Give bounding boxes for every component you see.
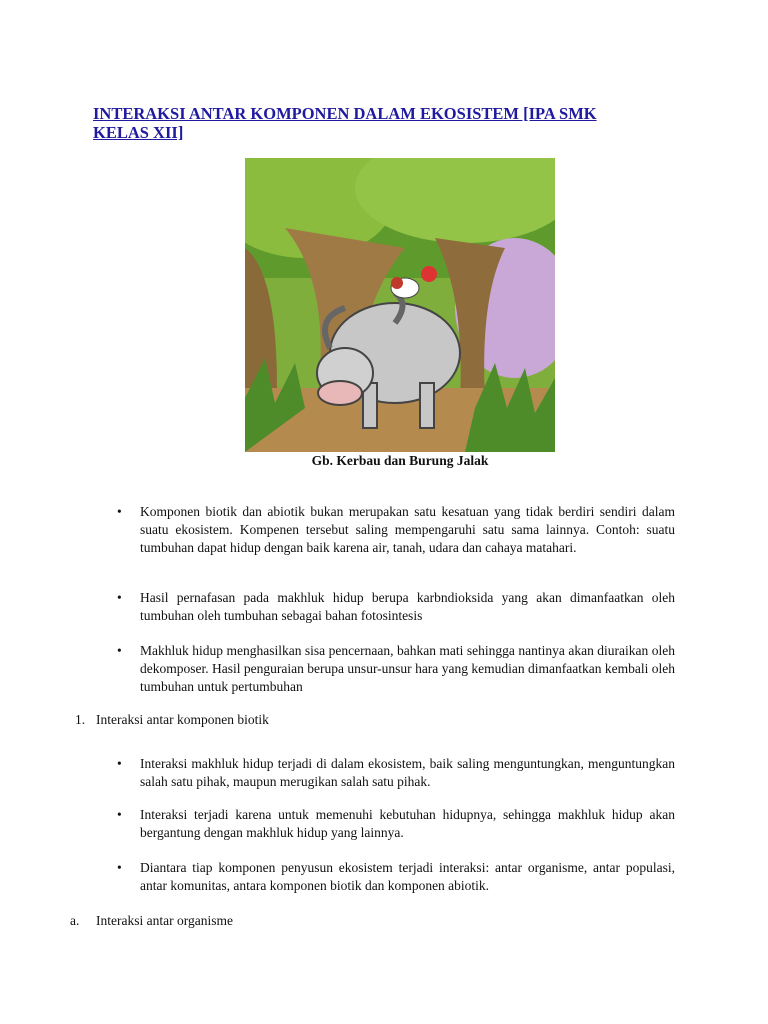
figure-caption: Gb. Kerbau dan Burung Jalak (311, 453, 489, 468)
bullet-icon: • (117, 860, 122, 875)
bullet-icon: • (117, 807, 122, 822)
bullet-icon: • (117, 643, 122, 658)
bullet-icon: • (117, 504, 122, 519)
bullet-icon: • (117, 756, 122, 771)
bullet-icon: • (117, 590, 122, 605)
list-item: • Diantara tiap komponen penyusun ekosistem terjadi interaksi: antar organisme, antar populasi, antar komunitas, antara komponen biotik dan komponen abiotik. (117, 860, 675, 893)
section-heading-1: 1. Interaksi antar komponen biotik (75, 712, 269, 727)
list-item: • Komponen biotik dan abiotik bukan merupakan satu kesatuan yang tidak berdiri sendiri dalam suatu ekosistem. Kompenen tersebut saling mempengaruhi satu sama lainnya. Contoh: suatu tumbuhan dapat hidup dengan baik karena air, tanah, udara dan cahaya matahari. (117, 504, 675, 555)
list-item: • Interaksi terjadi karena untuk memenuhi kebutuhan hidupnya, sehingga makhluk hidup akan bergantung dengan makhluk hidup yang lainnya. (117, 807, 675, 840)
list-item: • Makhluk hidup menghasilkan sisa pencernaan, bahkan mati sehingga nantinya akan diuraikan oleh dekomposer. Hasil penguraian berupa unsur-unsur hara yang kemudian dimanfaatkan kembali oleh tumbuhan untuk pertumbuhan (117, 643, 675, 694)
section-heading-a: a. Interaksi antar organisme (70, 913, 233, 928)
buffalo-bird-illustration (245, 158, 555, 452)
document-title[interactable]: INTERAKSI ANTAR KOMPONEN DALAM EKOSISTEM [IPA SMK KELAS XII] (93, 104, 597, 142)
list-item: • Interaksi makhluk hidup terjadi di dalam ekosistem, baik saling menguntungkan, menguntungkan salah satu pihak, maupun merugikan salah satu pihak. (117, 756, 675, 789)
list-item: • Hasil pernafasan pada makhluk hidup berupa karbndioksida yang akan dimanfaatkan oleh tumbuhan oleh tumbuhan sebagai bahan fotosintesis (117, 590, 675, 623)
